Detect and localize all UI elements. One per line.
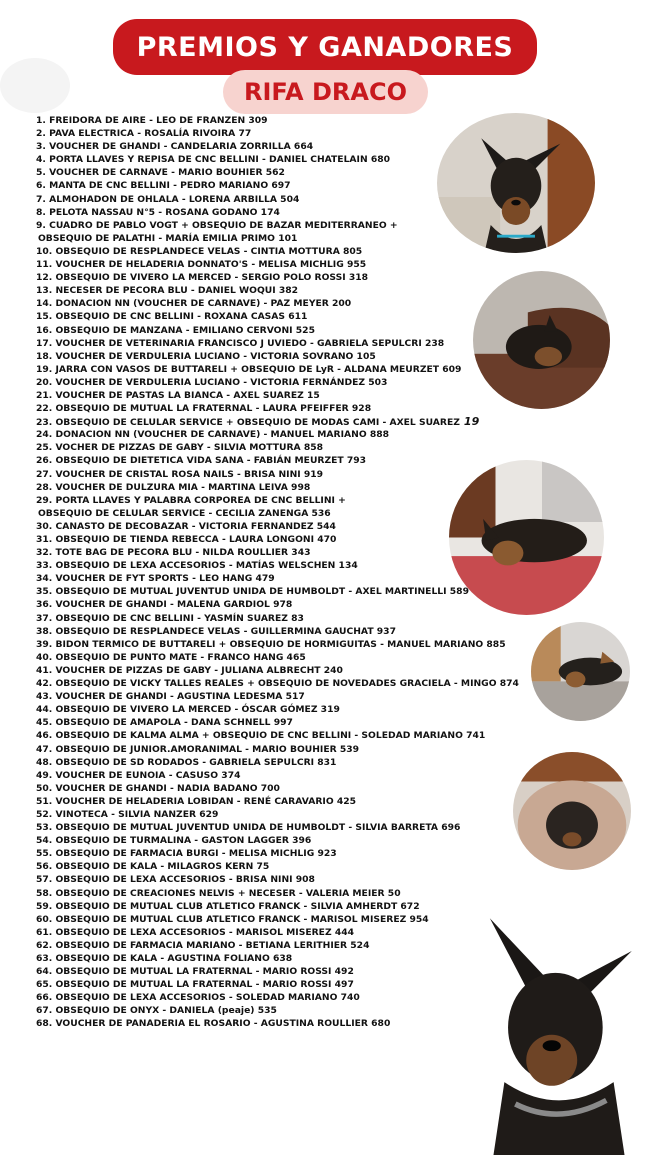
list-item: 39. BIDON TERMICO DE BUTTARELI + OBSEQUIO DE HORMIGUITAS - MANUEL MARIANO 885 (36, 638, 506, 650)
list-item: 6. MANTA DE CNC BELLINI - PEDRO MARIANO 697 (36, 180, 291, 192)
list-item: 11. VOUCHER DE HELADERIA DONNATO'S - MELISA MICHLIG 955 (36, 259, 367, 271)
list-item: 32. TOTE BAG DE PECORA BLU - NILDA ROULLIER 343 (36, 547, 311, 559)
list-item: 20. VOUCHER DE VERDULERIA LUCIANO - VICTORIA FERNÁNDEZ 503 (36, 376, 388, 388)
list-item: 7. ALMOHADON DE OHLALA - LORENA ARBILLA 504 (36, 193, 300, 205)
list-item: 54. OBSEQUIO DE TURMALINA - GASTON LAGGER 396 (36, 835, 312, 847)
list-item: 18. VOUCHER DE VERDULERIA LUCIANO - VICTORIA SOVRANO 105 (36, 350, 376, 362)
list-item: 26. OBSEQUIO DE DIETETICA VIDA SANA - FABIÁN MEURZET 793 (36, 455, 367, 467)
list-item: 10. OBSEQUIO DE RESPLANDECE VELAS - CINTIA MOTTURA 805 (36, 245, 363, 257)
list-item: 49. VOUCHER DE EUNOIA - CASUSO 374 (36, 769, 241, 781)
dog-photo-1 (437, 113, 595, 253)
list-item: 53. OBSEQUIO DE MUTUAL JUVENTUD UNIDA DE HUMBOLDT - SILVIA BARRETA 696 (36, 822, 461, 834)
decorative-blob (0, 58, 70, 113)
list-item: 29. PORTA LLAVES Y PALABRA CORPOREA DE CNC BELLINI + (36, 494, 346, 506)
list-item: 41. VOUCHER DE PIZZAS DE GABY - JULIANA ALBRECHT 240 (36, 664, 343, 676)
list-item: 15. OBSEQUIO DE CNC BELLINI - ROXANA CASAS 611 (36, 311, 308, 323)
list-item: 3. VOUCHER DE GHANDI - CANDELARIA ZORRILLA 664 (36, 141, 314, 153)
list-item: 13. NECESER DE PECORA BLU - DANIEL WOQUI 382 (36, 285, 299, 297)
list-item-text: 23. OBSEQUIO DE CELULAR SERVICE + OBSEQUIO DE MODAS CAMI - AXEL SUAREZ (36, 417, 460, 429)
list-item: 25. VOCHER DE PIZZAS DE GABY - SILVIA MOTTURA 858 (36, 442, 324, 454)
list-item: 22. OBSEQUIO DE MUTUAL LA FRATERNAL - LAURA PFEIFFER 928 (36, 403, 372, 415)
dog-photo-3 (449, 460, 604, 615)
list-item: 57. OBSEQUIO DE LEXA ACCESORIOS - BRISA NINI 908 (36, 874, 315, 886)
list-item: 34. VOUCHER DE FYT SPORTS - LEO HANG 479 (36, 573, 275, 585)
list-item: 36. VOUCHER DE GHANDI - MALENA GARDIOL 978 (36, 599, 293, 611)
list-item: 17. VOUCHER DE VETERINARIA FRANCISCO J UVIEDO - GABRIELA SEPULCRI 238 (36, 337, 445, 349)
handwritten-number: 19 (463, 415, 480, 429)
list-item: 35. OBSEQUIO DE MUTUAL JUVENTUD UNIDA DE HUMBOLDT - AXEL MARTINELLI 589 (36, 586, 469, 598)
list-item: 66. OBSEQUIO DE LEXA ACCESORIOS - SOLEDAD MARIANO 740 (36, 992, 360, 1004)
list-item: 45. OBSEQUIO DE AMAPOLA - DANA SCHNELL 997 (36, 717, 293, 729)
list-item: 63. OBSEQUIO DE KALA - AGUSTINA FOLIANO 638 (36, 953, 293, 964)
list-item: OBSEQUIO DE PALATHI - MARÍA EMILIA PRIMO 101 (38, 232, 298, 244)
list-item: 28. VOUCHER DE DULZURA MIA - MARTINA LEIVA 998 (36, 481, 311, 493)
title-banner (113, 19, 537, 75)
list-item: 65. OBSEQUIO DE MUTUAL LA FRATERNAL - MARIO ROSSI 497 (36, 979, 354, 991)
list-item: 1. FREIDORA DE AIRE - LEO DE FRANZEN 309 (36, 115, 268, 126)
list-item: 40. OBSEQUIO DE PUNTO MATE - FRANCO HANG 465 (36, 651, 306, 663)
list-item: 38. OBSEQUIO DE RESPLANDECE VELAS - GUILLERMINA GAUCHAT 937 (36, 625, 396, 637)
list-item: 56. OBSEQUIO DE KALA - MILAGROS KERN 75 (36, 861, 270, 873)
list-item: 43. VOUCHER DE GHANDI - AGUSTINA LEDESMA 517 (36, 691, 305, 703)
list-item: 55. OBSEQUIO DE FARMACIA BURGI - MELISA MICHLIG 923 (36, 848, 337, 860)
list-item: 50. VOUCHER DE GHANDI - NADIA BADANO 700 (36, 782, 280, 794)
list-item: OBSEQUIO DE CELULAR SERVICE - CECILIA ZANENGA 536 (38, 507, 331, 519)
list-item: 60. OBSEQUIO DE MUTUAL CLUB ATLETICO FRANCK - MARISOL MISEREZ 954 (36, 913, 429, 925)
list-item: 42. OBSEQUIO DE VICKY TALLES REALES + OBSEQUIO DE NOVEDADES GRACIELA - MINGO 874 (36, 678, 519, 690)
list-item: 52. VINOTECA - SILVIA NANZER 629 (36, 808, 219, 820)
list-item: 21. VOUCHER DE PASTAS LA BIANCA - AXEL SUAREZ 15 (36, 389, 320, 401)
list-item: 19. JARRA CON VASOS DE BUTTARELI + OBSEQUIO DE LyR - ALDANA MEURZET 609 (36, 363, 462, 375)
dog-photo-portrait (468, 900, 650, 1155)
page-subtitle: RIFA DRACO (244, 78, 407, 106)
list-item: 37. OBSEQUIO DE CNC BELLINI - YASMÍN SUAREZ 83 (36, 612, 304, 624)
list-item: 46. OBSEQUIO DE KALMA ALMA + OBSEQUIO DE CNC BELLINI - SOLEDAD MARIANO 741 (36, 730, 486, 742)
list-item: 5. VOUCHER DE CARNAVE - MARIO BOUHIER 562 (36, 167, 285, 179)
dog-photo-4 (531, 622, 630, 721)
list-item: 4. PORTA LLAVES Y REPISA DE CNC BELLINI - DANIEL CHATELAIN 680 (36, 154, 391, 166)
subtitle-banner (223, 70, 428, 114)
list-item: 31. OBSEQUIO DE TIENDA REBECCA - LAURA LONGONI 470 (36, 534, 337, 545)
list-item (36, 415, 536, 428)
list-item: 30. CANASTO DE DECOBAZAR - VICTORIA FERNANDEZ 544 (36, 520, 336, 532)
list-item: 12. OBSEQUIO DE VIVERO LA MERCED - SERGIO POLO ROSSI 318 (36, 272, 369, 284)
list-item: 24. DONACION NN (VOUCHER DE CARNAVE) - MANUEL MARIANO 888 (36, 429, 390, 441)
list-item: 16. OBSEQUIO DE MANZANA - EMILIANO CERVONI 525 (36, 324, 315, 336)
list-item: 62. OBSEQUIO DE FARMACIA MARIANO - BETIANA LERITHIER 524 (36, 939, 370, 951)
list-item: 68. VOUCHER DE PANADERIA EL ROSARIO - AGUSTINA ROULLIER 680 (36, 1018, 391, 1030)
list-item: 64. OBSEQUIO DE MUTUAL LA FRATERNAL - MARIO ROSSI 492 (36, 966, 354, 978)
list-item: 27. VOUCHER DE CRISTAL ROSA NAILS - BRISA NINI 919 (36, 468, 324, 480)
list-item: 51. VOUCHER DE HELADERIA LOBIDAN - RENÉ CARAVARIO 425 (36, 795, 357, 807)
list-item: 44. OBSEQUIO DE VIVERO LA MERCED - ÓSCAR GÓMEZ 319 (36, 704, 340, 716)
list-item: 14. DONACION NN (VOUCHER DE CARNAVE) - PAZ MEYER 200 (36, 298, 352, 310)
list-item: 2. PAVA ELECTRICA - ROSALÍA RIVOIRA 77 (36, 128, 252, 140)
list-item: 33. OBSEQUIO DE LEXA ACCESORIOS - MATÍAS WELSCHEN 134 (36, 560, 358, 572)
list-item: 67. OBSEQUIO DE ONYX - DANIELA (peaje) 535 (36, 1005, 277, 1017)
list-item: 58. OBSEQUIO DE CREACIONES NELVIS + NECESER - VALERIA MEIER 50 (36, 887, 401, 899)
list-item: 59. OBSEQUIO DE MUTUAL CLUB ATLETICO FRANCK - SILVIA AMHERDT 672 (36, 900, 420, 912)
list-item: 48. OBSEQUIO DE SD RODADOS - GABRIELA SEPULCRI 831 (36, 756, 337, 768)
dog-photo-2 (473, 271, 610, 409)
list-item: 8. PELOTA NASSAU N°5 - ROSANA GODANO 174 (36, 206, 280, 218)
page-title: PREMIOS Y GANADORES (136, 31, 514, 63)
list-item: 9. CUADRO DE PABLO VOGT + OBSEQUIO DE BAZAR MEDITERRANEO + (36, 219, 398, 231)
list-item: 47. OBSEQUIO DE JUNIOR.AMORANIMAL - MARIO BOUHIER 539 (36, 743, 360, 755)
dog-photo-5 (513, 752, 631, 870)
list-item: 61. OBSEQUIO DE LEXA ACCESORIOS - MARISOL MISEREZ 444 (36, 926, 355, 938)
